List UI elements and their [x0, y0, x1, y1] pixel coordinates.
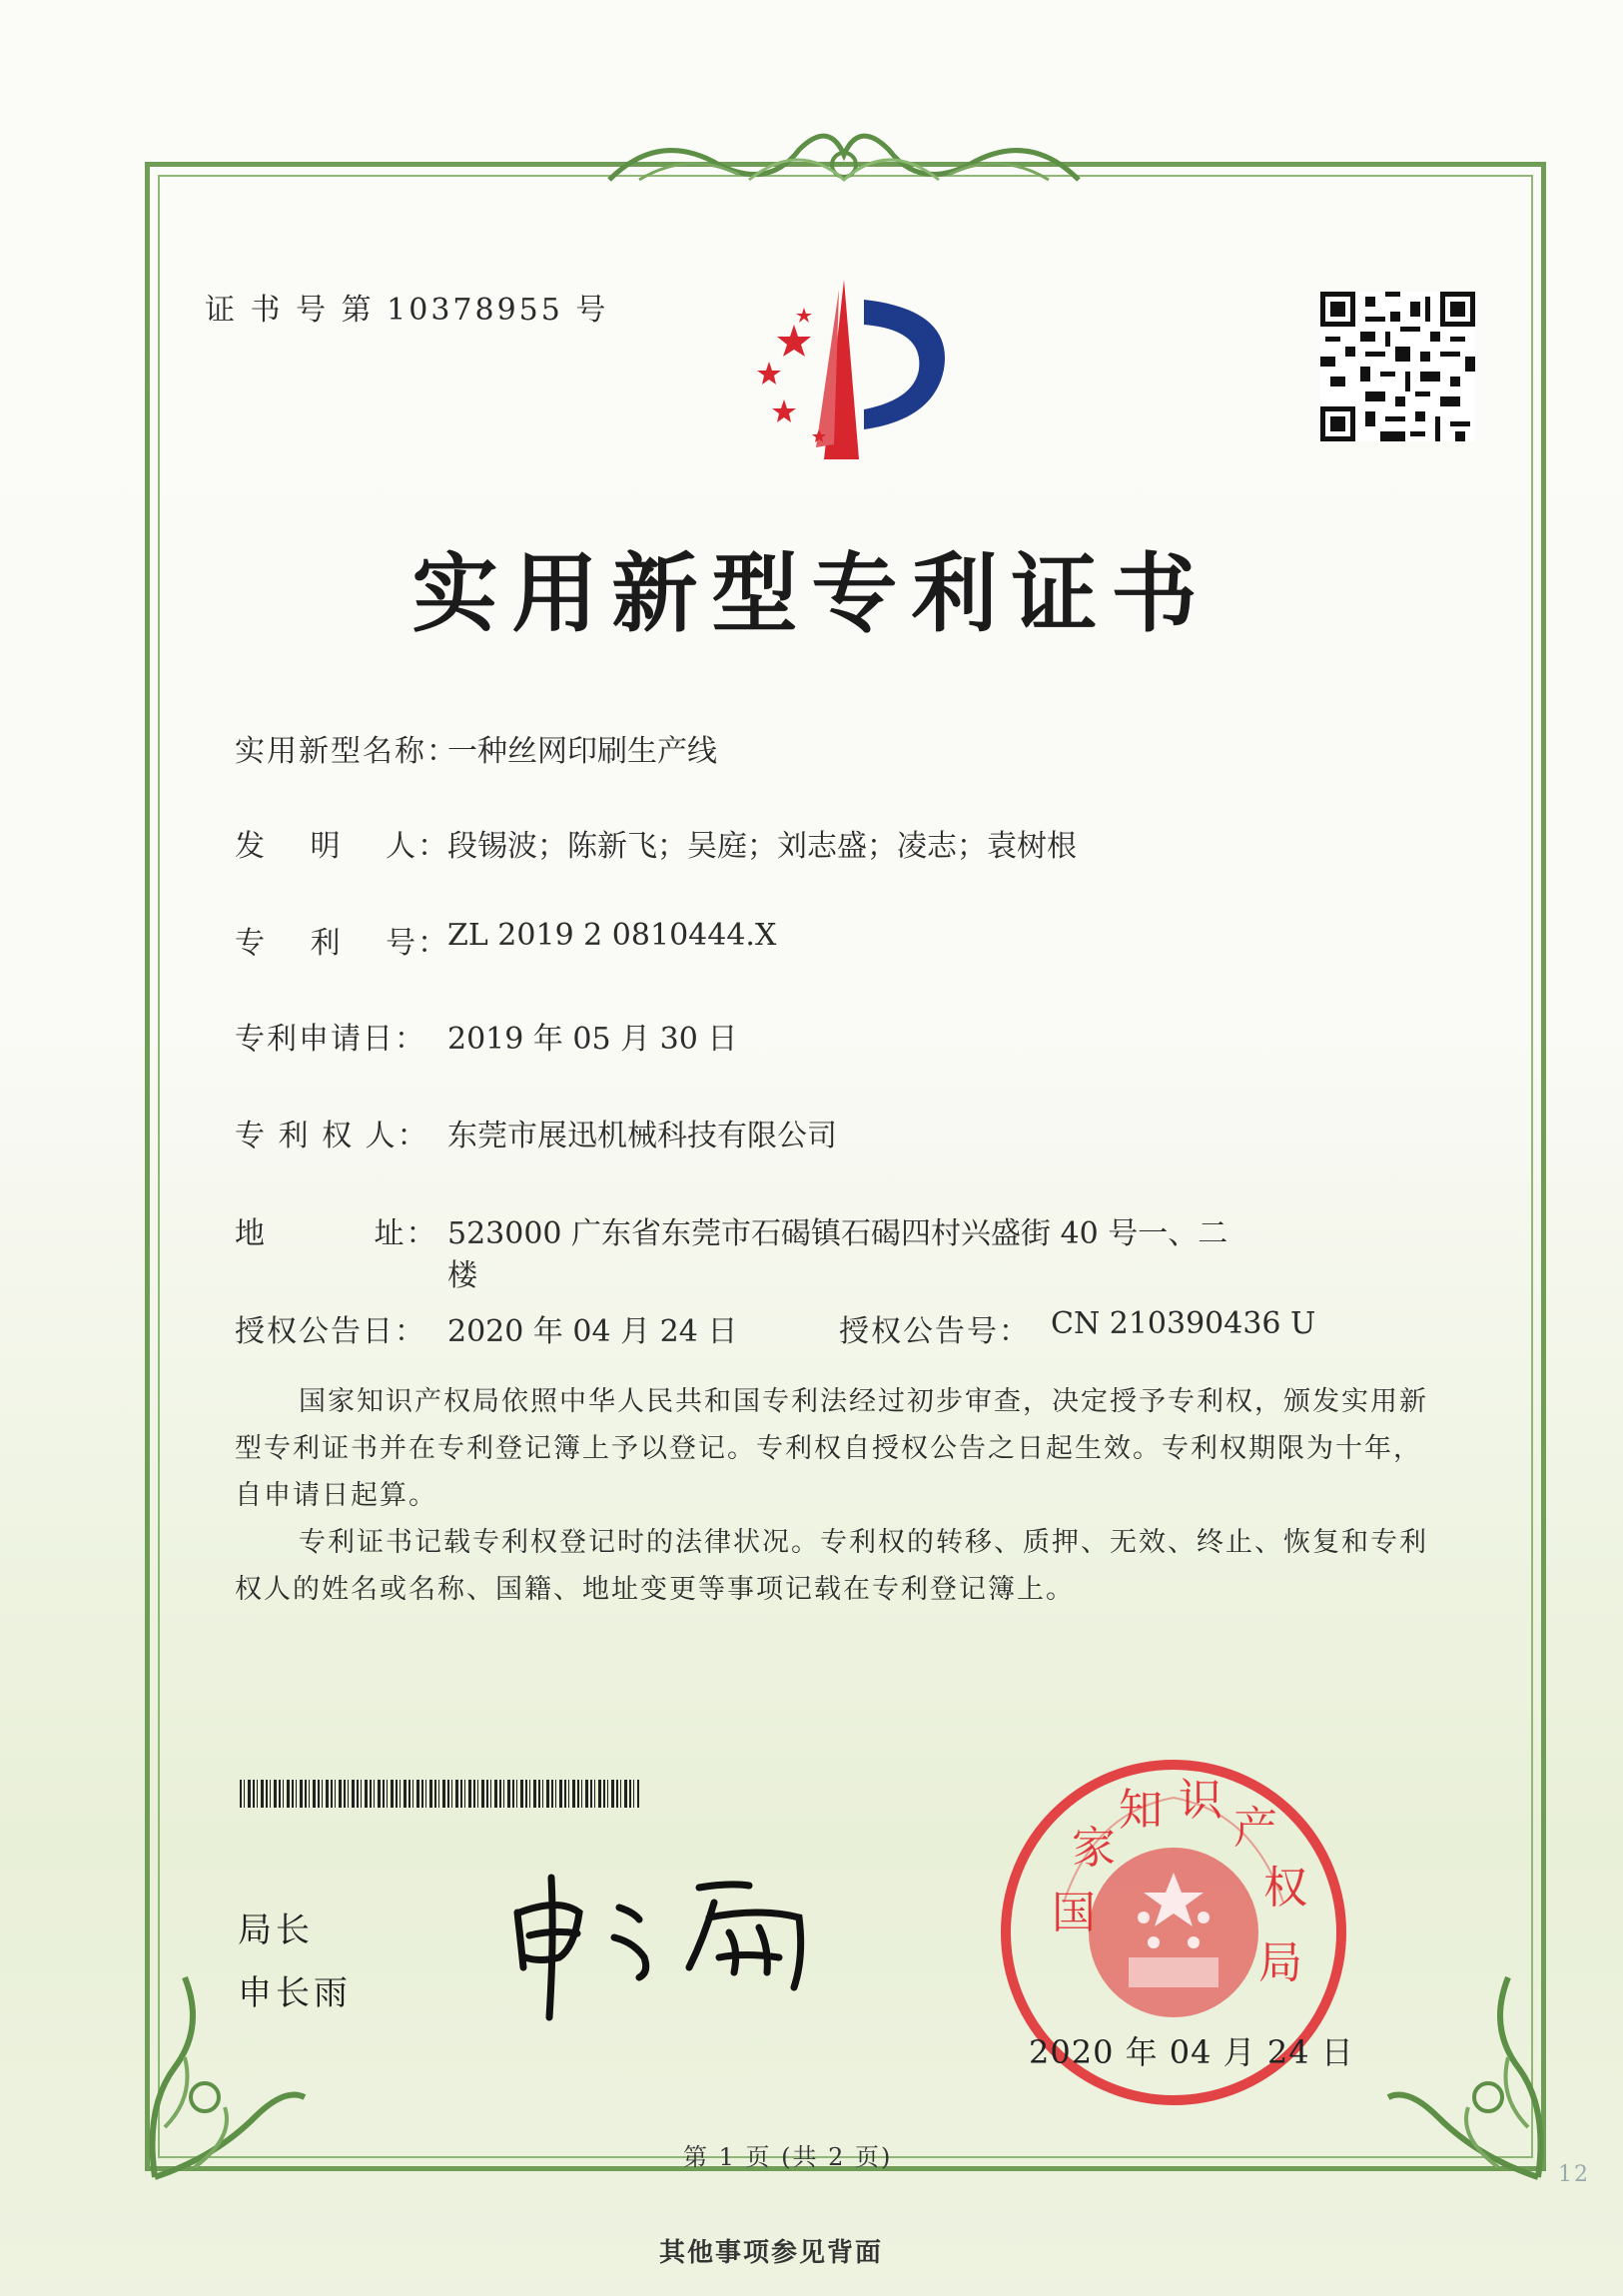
signer-name: 申长雨	[238, 1973, 352, 2013]
top-ornament-icon	[599, 120, 1089, 200]
field-value-patent-number: ZL 2019 2 0810444.X	[447, 918, 777, 953]
field-label-address: 地 址：	[235, 1216, 438, 1251]
field-value-announcement-number: CN 210390436 U	[1051, 1306, 1316, 1341]
statement-paragraph-2: 专利证书记载专利权登记时的法律状况。专利权的转移、质押、无效、终止、恢复和专利权人的姓名或名称、国籍、地址变更等事项记载在专利登记簿上。	[235, 1527, 1428, 1605]
margin-note: 12	[1558, 2162, 1590, 2187]
barcode-icon	[240, 1780, 639, 1808]
field-value-grant-date: 2020 年 04 月 24 日	[447, 1314, 738, 1349]
certificate-number: 证 书 号 第 10378955 号	[205, 293, 609, 328]
signer-position: 局长	[238, 1911, 314, 1950]
certificate-title: 实用新型专利证书	[411, 544, 1212, 644]
field-label-inventors: 发 明 人：	[235, 829, 450, 864]
statement-paragraph-1: 国家知识产权局依照中华人民共和国专利法经过初步审查，决定授予专利权，颁发实用新型专利证书并在专利登记簿上予以登记。专利权自授权公告之日起生效。专利权期限为十年，自申请日起算。	[235, 1386, 1428, 1511]
qr-code-icon	[1320, 292, 1475, 441]
field-label-grant-date: 授权公告日：	[235, 1314, 426, 1349]
field-value-patentee: 东莞市展迅机械科技有限公司	[447, 1119, 837, 1153]
handwritten-signature-icon	[499, 1858, 859, 2027]
field-label-patentee: 专 利 权 人：	[235, 1119, 429, 1153]
field-label-utility-model-name: 实用新型名称：	[235, 734, 458, 769]
svg-text:局: 局	[1258, 1937, 1302, 1988]
field-label-patent-number: 专 利 号：	[235, 926, 450, 961]
field-label-announcement-number: 授权公告号：	[839, 1314, 1031, 1349]
svg-text:国: 国	[1052, 1888, 1096, 1938]
back-note: 其他事项参见背面	[659, 2238, 884, 2268]
field-label-application-date: 专利申请日：	[235, 1022, 426, 1057]
svg-text:权: 权	[1263, 1863, 1307, 1913]
svg-text:家: 家	[1072, 1823, 1116, 1874]
field-value-address-line2: 楼	[447, 1258, 477, 1293]
svg-text:识: 识	[1179, 1775, 1222, 1826]
field-value-inventors: 段锡波；陈新飞；吴庭；刘志盛；凌志；袁树根	[447, 829, 1077, 864]
page-indicator: 第 1 页 (共 2 页)	[683, 2143, 893, 2171]
field-value-application-date: 2019 年 05 月 30 日	[447, 1022, 738, 1057]
seal-date: 2020 年 04 月 24 日	[1029, 2033, 1354, 2071]
svg-text:知: 知	[1119, 1785, 1163, 1836]
field-value-utility-model-name: 一种丝网印刷生产线	[447, 734, 717, 769]
patent-office-logo-icon	[724, 270, 974, 469]
svg-text:产: 产	[1233, 1803, 1277, 1854]
bottom-right-ornament-icon	[1378, 1947, 1558, 2187]
field-value-address: 523000 广东省东莞市石碣镇石碣四村兴盛街 40 号一、二	[447, 1216, 1228, 1251]
